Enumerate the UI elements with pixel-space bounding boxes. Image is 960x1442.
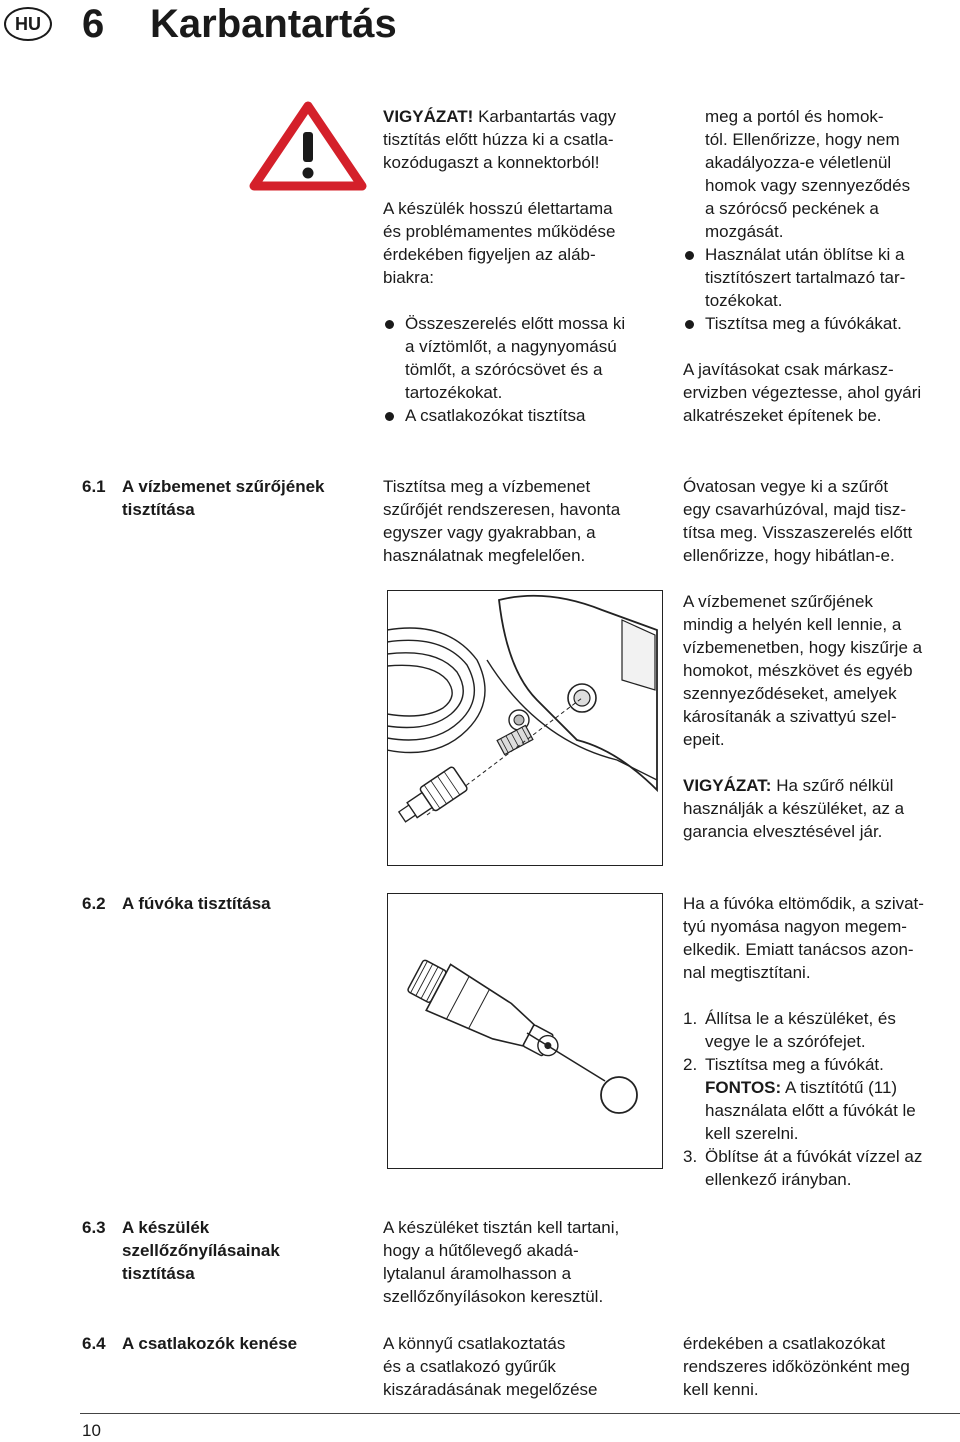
text-line: Használat után öblítse ki a [705,245,905,264]
text-line: egy csavarhúzóval, majd tisz- [683,500,906,519]
text-line: Tisztítsa meg a fúvókát. [705,1055,884,1074]
text-line: és a csatlakozó gyűrűk [383,1357,556,1376]
text-line: A készülék hosszú élettartama [383,199,613,218]
text-line: Tisztítsa meg a fúvókákat. [705,314,902,333]
filter-removal-text [683,475,960,567]
text-line: érdekében figyeljen az aláb- [383,245,596,264]
text-line: tisztítása [122,1264,195,1283]
text-line: és problémamentes működése [383,222,616,241]
text-line: homokot, mészkövet és egyéb [683,661,913,680]
bullet-continuation [683,105,960,243]
nozzle-clog-text [683,892,960,984]
page-number: 10 [82,1421,101,1440]
text-line: Karbantartás vagy [473,107,617,126]
text-line: Összeszerelés előtt mossa ki [405,314,626,333]
section-title: A csatlakozók kenése [122,1334,298,1353]
chapter-title [82,0,397,48]
text-line: kozódugaszt a konnektorból! [383,153,600,172]
text-line: szűrőjét rendszeresen, havonta [383,500,621,519]
intro-bullets [383,312,673,427]
section-title [122,475,325,521]
warning-label: VIGYÁZAT! [383,107,474,126]
text-line: A vízbemenet szűrőjének [683,592,873,611]
bullet-item [383,404,673,427]
language-badge: HU [4,7,52,41]
text-line: A vízbemenet szűrőjének [122,477,325,496]
text-line: nal megtisztítani. [683,963,811,982]
section-number: 6.3 [82,1218,106,1237]
text-line: egyszer vagy gyakrabban, a [383,523,596,542]
section-6-4-heading [82,1332,297,1355]
text-line: tisztítás előtt húzza ki a csatla- [383,130,614,149]
text-line: használják a készüléket, az a [683,799,905,818]
text-line: biakra: [383,268,435,287]
text-line: tozékokat. [705,291,783,310]
text-line: szellőzőnyílásokon keresztül. [383,1287,604,1306]
step-item [683,1007,960,1053]
intro-paragraph [383,197,673,289]
text-line: meg a portól és homok- [705,107,884,126]
text-line: mindig a helyén kell lennie, a [683,615,902,634]
text-line: Ha szűrő nélkül [771,776,894,795]
text-line: A tisztítótű (11) [781,1078,898,1097]
text-line: tisztítószert tartalmazó tar- [705,268,906,287]
text-line: homok vagy szennyeződés [705,176,911,195]
section-6-4-right [683,1332,960,1401]
text-line: érdekében a csatlakozókat [683,1334,886,1353]
filter-purpose-text [683,590,960,751]
chapter-title-text: Karbantartás [150,2,397,46]
text-line: A javításokat csak márkasz- [683,360,894,379]
text-line: hogy a hűtőlevegő akadá- [383,1241,579,1260]
text-line: alkatrészeket építenek be. [683,406,882,425]
warning-label: VIGYÁZAT: [683,776,772,795]
text-line: a víztömlőt, a nagynyomású [405,337,617,356]
text-line: Tisztítsa meg a vízbemenet [383,477,591,496]
text-line: lytalanul áramolhasson a [383,1264,572,1283]
text-line: a szórócső peckének a [705,199,879,218]
text-line: kell szerelni. [705,1124,799,1143]
step-item [683,1053,960,1145]
step-number: 1. [683,1009,698,1028]
filter-warning [683,774,960,843]
text-line: használatnak megfelelően. [383,546,586,565]
text-line: A készülék [122,1218,210,1237]
bullet-item [683,312,960,335]
step-item [683,1145,960,1191]
section-title: A fúvóka tisztítása [122,894,271,913]
text-line: Öblítse át a fúvókát vízzel az [705,1147,923,1166]
text-line: Óvatosan vegye ki a szűrőt [683,477,889,496]
section-6-2-right [683,892,960,1191]
text-line: tartozékokat. [405,383,503,402]
text-line: ellenkező irányban. [705,1170,852,1189]
section-6-1-right [683,475,960,843]
intro-column-right [683,105,960,427]
warning-triangle-icon [248,100,368,192]
bullet-item [683,243,960,312]
text-line: tömlőt, a szórócsövet és a [405,360,603,379]
section-6-4-body [383,1332,673,1401]
text-line: károsítanák a szivattyú szel- [683,707,897,726]
text-line: akadályozza-e véletlenül [705,153,892,172]
text-line: tyú nyomása nagyon megem- [683,917,907,936]
step-number: 3. [683,1147,698,1166]
text-line: kell kenni. [683,1380,759,1399]
inlet-filter-illustration [387,590,663,866]
footer-rule [80,1413,960,1414]
section-6-1-heading [82,475,325,521]
section-number: 6.4 [82,1334,106,1353]
text-line: ellenőrizze, hogy hibátlan-e. [683,546,895,565]
text-line: vegye le a szórófejet. [705,1032,866,1051]
text-line: kiszáradásának megelőzése [383,1380,598,1399]
nozzle-cleaning-illustration [387,893,663,1169]
nozzle-steps [683,1007,960,1191]
section-6-1-body [383,475,673,567]
text-line: garancia elvesztésével jár. [683,822,883,841]
text-line: vízbemenetben, hogy kiszűrje a [683,638,923,657]
text-line: szennyeződéseket, amelyek [683,684,897,703]
text-line: Állítsa le a készüléket, és [705,1009,896,1028]
section-6-3-body [383,1216,673,1308]
text-line: tól. Ellenőrizze, hogy nem [705,130,900,149]
text-line: A könnyű csatlakoztatás [383,1334,566,1353]
text-line: Ha a fúvóka eltömődik, a szivat- [683,894,924,913]
text-line: használata előtt a fúvókát le [705,1101,916,1120]
text-line: ervizben végeztesse, ahol gyári [683,383,922,402]
chapter-number: 6 [82,2,105,46]
text-line: A készüléket tisztán kell tartani, [383,1218,620,1237]
text-line: títsa meg. Visszaszerelés előtt [683,523,913,542]
intro-warning [383,105,673,174]
text-line: A csatlakozókat tisztítsa [405,406,586,425]
intro-column-left [383,105,673,427]
text-line: epeit. [683,730,725,749]
repair-note [683,358,960,427]
intro-bullets-cont [683,105,960,335]
section-title [122,1216,280,1285]
step-number: 2. [683,1055,698,1074]
section-number: 6.1 [82,477,106,496]
text-line: szellőzőnyílásainak [122,1241,280,1260]
text-line: elkedik. Emiatt tanácsos azon- [683,940,914,959]
bullet-item [383,312,673,404]
section-number: 6.2 [82,894,106,913]
text-line: rendszeres időközönként meg [683,1357,910,1376]
section-6-3-heading [82,1216,280,1285]
text-line: mozgását. [705,222,784,241]
section-6-2-heading [82,892,271,915]
important-label: FONTOS: [705,1078,782,1097]
text-line: tisztítása [122,500,195,519]
